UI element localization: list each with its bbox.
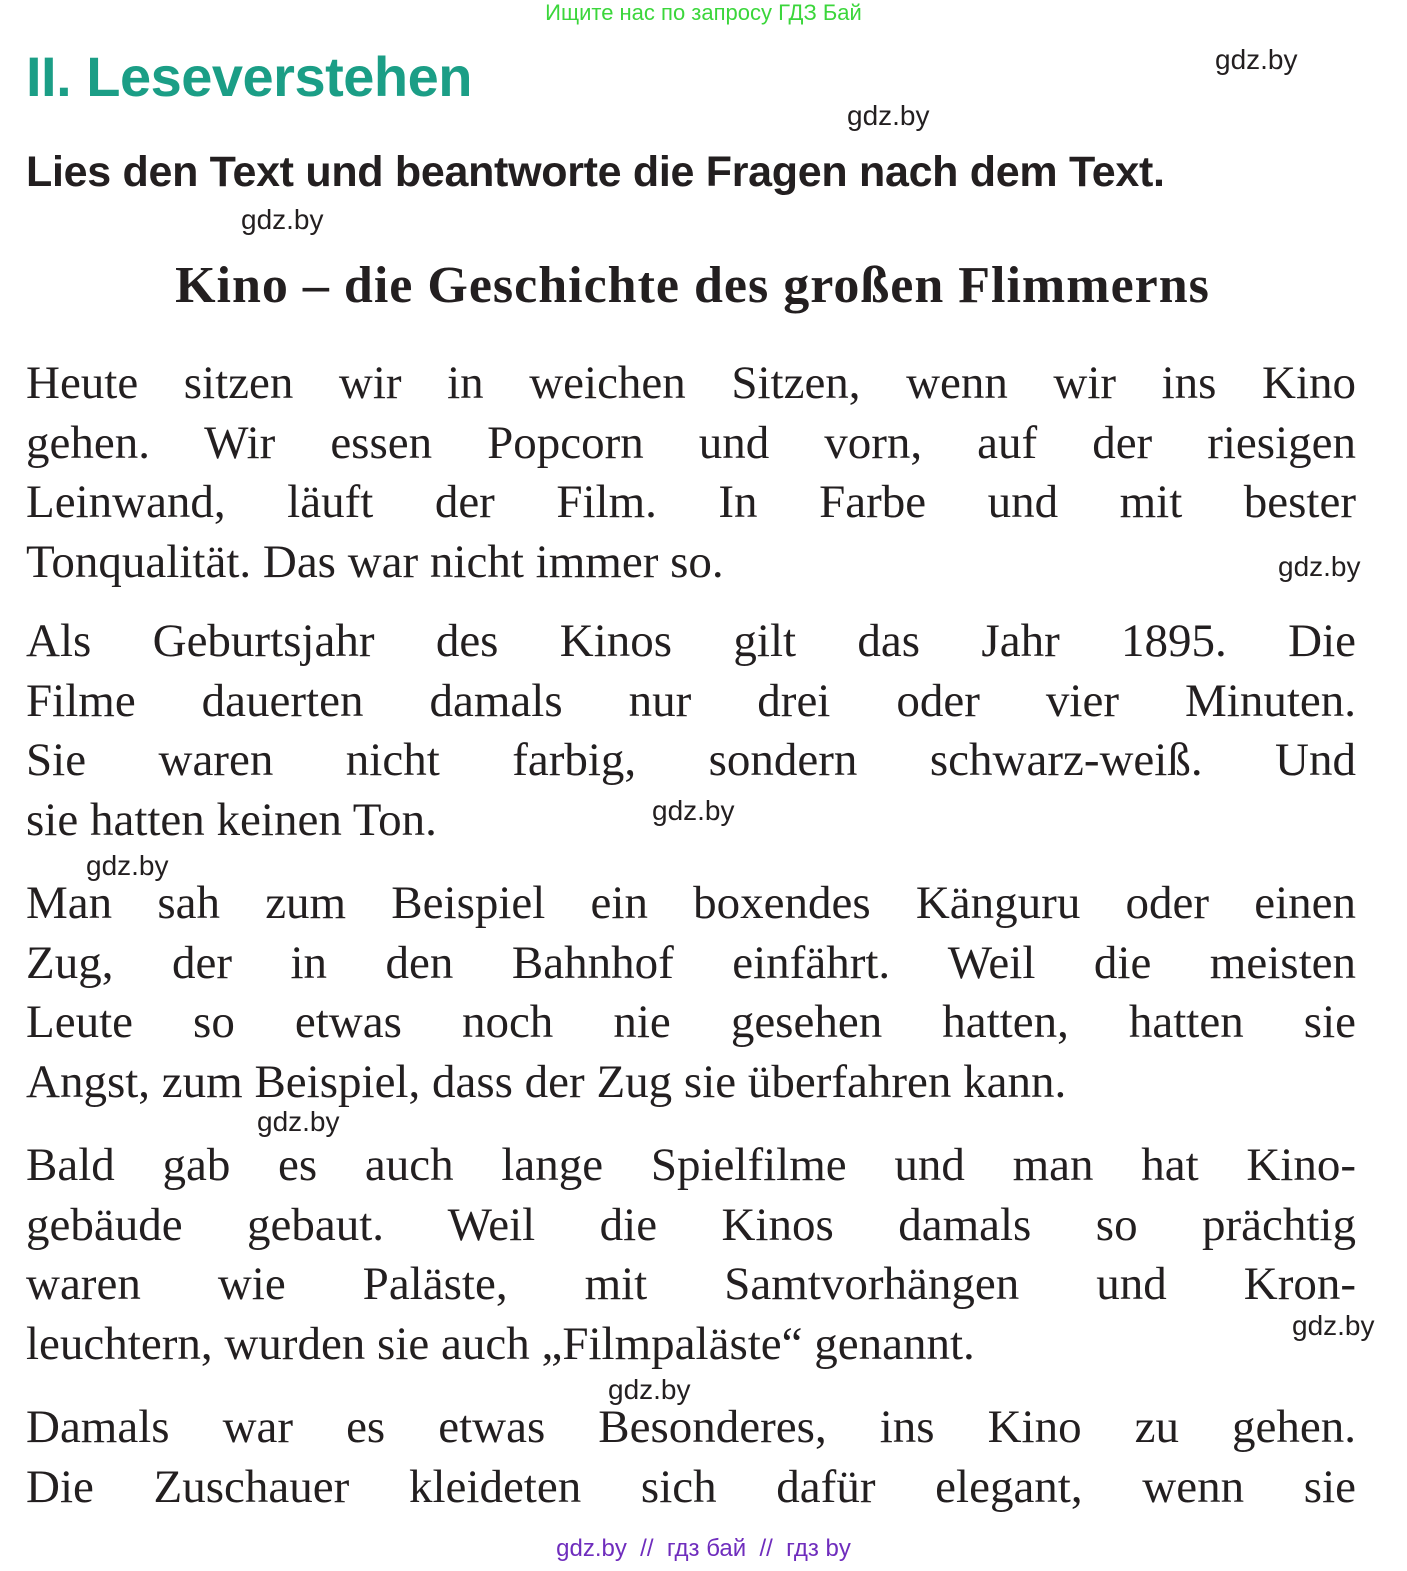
section-title: II. Leseverstehen [26,45,472,108]
task-instruction: Lies den Text und beantworte die Fragen nach dem Text. [26,148,1165,196]
watermark-3: gdz.by [241,204,324,235]
paragraph-line: Tonqualität. Das war nicht immer so. [26,535,724,588]
paragraph-line: Filme dauerten damals nur drei oder vier Minuten. [26,674,1356,727]
watermark-2: gdz.by [847,100,930,131]
paragraph-line: Leute so etwas noch nie gesehen hatten, hatten sie [26,996,1356,1048]
watermark-6: gdz.by [86,850,169,881]
watermark-5: gdz.by [652,795,735,826]
paragraph-line: Damals war es etwas Besonderes, ins Kino zu gehen. [26,1401,1356,1453]
paragraph-line: Leinwand, läuft der Film. In Farbe und mit bester [26,476,1356,528]
paragraph-line: Als Geburtsjahr des Kinos gilt das Jahr 1895. Die [26,615,1356,667]
paragraph-3 [26,874,1356,1112]
paragraph-line: Bald gab es auch lange Spielfilme und man hat Kino- [26,1139,1356,1191]
paragraph-line: gehen. Wir essen Popcorn und vorn, auf der riesigen [26,416,1356,469]
paragraph-line: Sie waren nicht farbig, sondern schwarz-weiß. Und [26,734,1356,786]
paragraph-line: Angst, zum Beispiel, dass der Zug sie überfahren kann. [26,1055,1067,1108]
paragraph-line: Heute sitzen wir in weichen Sitzen, wenn wir ins Kino [26,357,1356,409]
paragraph-line: Zug, der in den Bahnhof einfährt. Weil die meisten [26,936,1356,989]
watermark-1: gdz.by [1215,44,1298,75]
paragraph-line: sie hatten keinen Ton. [26,793,437,846]
paragraph-1 [26,354,1356,592]
watermark-9: gdz.by [608,1374,691,1405]
footer-watermark: gdz.by // гдз бай // гдз by [556,1535,851,1562]
watermark-4: gdz.by [1278,551,1361,582]
paragraph-line: leuchtern, wurden sie auch „Filmpaläste“ genannt. [26,1317,975,1370]
paragraph-line: Man sah zum Beispiel ein boxendes Känguru oder einen [26,877,1356,929]
paragraph-4 [26,1136,1356,1374]
top-banner: Ищите нас по запросу ГДЗ Бай [545,0,862,25]
watermark-8: gdz.by [1292,1310,1375,1341]
paragraph-line: waren wie Paläste, mit Samtvorhängen und Kron- [26,1258,1356,1310]
watermark-7: gdz.by [257,1106,340,1137]
paragraph-line: gebäude gebaut. Weil die Kinos damals so prächtig [26,1198,1356,1251]
paragraph-5 [26,1398,1356,1517]
paragraph-line: Die Zuschauer kleideten sich dafür elegant, wenn sie [26,1460,1356,1513]
text-title: Kino – die Geschichte des großen Flimmerns [175,257,1210,314]
